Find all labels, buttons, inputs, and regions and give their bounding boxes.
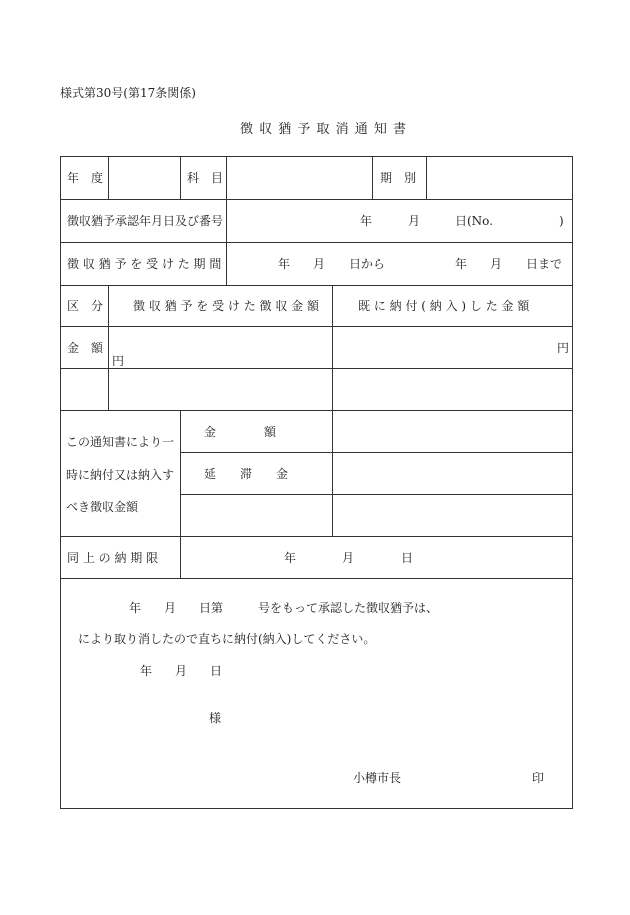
seal-mark: 印: [532, 771, 545, 785]
immediate-payment-label-line1: この通知書により一: [66, 435, 175, 449]
yen-unit-left: 円: [112, 354, 125, 368]
approval-month-unit: 月: [408, 214, 421, 228]
deadline-year-unit: 年: [284, 551, 297, 565]
approval-date-number-label: 徴収猶予承認年月日及び番号: [67, 214, 224, 228]
notice-date-day-unit: 日: [210, 664, 223, 678]
form-number: 様式第30号(第17条関係): [60, 86, 196, 100]
paid-amount-label: 既 に 納 付 ( 納 入 ) し た 金 額: [358, 299, 530, 313]
fiscal-year-label: 年 度: [67, 171, 104, 185]
to-month-unit: 月: [490, 257, 503, 271]
approval-close-paren: ): [559, 214, 564, 228]
immediate-payment-label-line3: べき徴収金額: [66, 500, 139, 514]
section-amount-label: 金 額: [204, 425, 277, 439]
from-month-unit: 月: [313, 257, 326, 271]
notice-date-month-unit: 月: [175, 664, 188, 678]
from-year-unit: 年: [278, 257, 291, 271]
from-day-unit: 日から: [349, 257, 386, 271]
notice-text-line2: により取り消したので直ちに納付(納入)してください。: [78, 632, 376, 646]
subject-label: 科 目: [187, 171, 224, 185]
notice-year-unit: 年: [129, 601, 142, 615]
addressee-honorific: 様: [209, 711, 222, 725]
issuer-name: 小樽市長: [353, 771, 402, 785]
notice-day-no-unit: 日第: [199, 601, 224, 615]
delinquency-charge-label: 延 滞 金: [204, 467, 289, 481]
deferral-period-label: 徴 収 猶 予 を 受 け た 期 間: [67, 257, 222, 271]
period-label: 期 別: [380, 171, 417, 185]
to-day-unit: 日まで: [526, 257, 563, 271]
approval-day-no-unit: 日(No.: [455, 214, 494, 228]
category-label: 区 分: [67, 299, 104, 313]
immediate-payment-label-line2: 時に納付又は納入す: [66, 468, 175, 482]
yen-unit-right: 円: [557, 341, 570, 355]
form-title: 徴 収 猶 予 取 消 通 知 書: [240, 122, 408, 137]
notice-month-unit: 月: [164, 601, 177, 615]
notice-date-year-unit: 年: [140, 664, 153, 678]
amount-label: 金 額: [67, 341, 104, 355]
deferred-amount-label: 徴 収 猶 予 を 受 け た 徴 収 金 額: [133, 299, 319, 313]
to-year-unit: 年: [455, 257, 468, 271]
approval-year-unit: 年: [360, 214, 373, 228]
notice-text-line1: 号をもって承認した徴収猶予は、: [258, 601, 439, 615]
deadline-day-unit: 日: [401, 551, 414, 565]
deadline-month-unit: 月: [342, 551, 355, 565]
payment-deadline-label: 同 上 の 納 期 限: [67, 551, 159, 565]
